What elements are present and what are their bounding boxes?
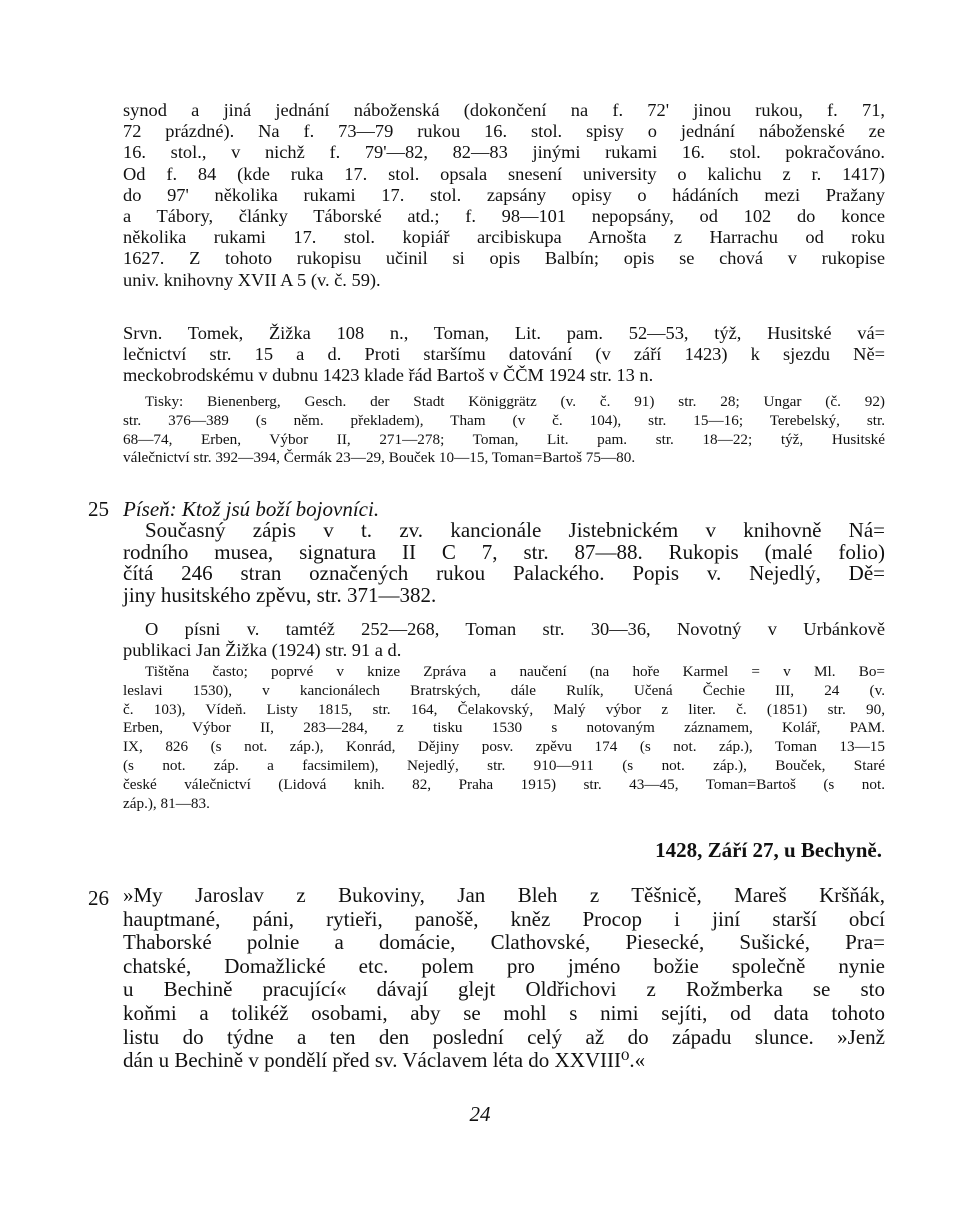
text-line: Současný zápis v t. zv. kancionále Jistebnickém v knihovně Ná= bbox=[145, 518, 885, 542]
text-line: synod a jiná jednání náboženská (dokončení na f. 72' jinou rukou, f. 71, bbox=[123, 100, 885, 120]
text-line: č. 103), Vídeň. Listy 1815, str. 164, Čelakovský, Malý výbor z liter. č. (1851) str. 90, bbox=[123, 700, 885, 718]
text-line: 68—74, Erben, Výbor II, 271—278; Toman, Lit. pam. str. 18—22; týž, Husitské bbox=[123, 430, 885, 448]
section-25-prints bbox=[123, 663, 885, 813]
text-line: u Bechině pracující« dávají glejt Oldřichovi z Rožmberka se sto bbox=[123, 977, 885, 1002]
text-line: několika rukami 17. stol. kopiář arcibiskupa Arnošta z Harrachu od roku bbox=[123, 227, 885, 248]
text-line: str. 376—389 (s něm. překladem), Tham (v č. 104), str. 15—16; Terebelský, str. bbox=[123, 411, 885, 429]
text-line: a Tábory, články Táborské atd.; f. 98—101 nepopsány, od 102 do konce bbox=[123, 206, 885, 227]
text-line: O písni v. tamtéž 252—268, Toman str. 30—36, Novotný v Urbánkově bbox=[145, 619, 885, 639]
text-line: jiny husitského zpěvu, str. 371—382. bbox=[123, 582, 437, 607]
section-25-main-text bbox=[123, 520, 885, 606]
text-line: lečnictví str. 15 a d. Proti staršímu datování (v září 1423) k sjezdu Ně= bbox=[123, 344, 885, 365]
text-line: Thaborské polnie a domácie, Clathovské, Piesecké, Sušické, Pra= bbox=[123, 930, 885, 955]
text-line: 72 prázdné). Na f. 73—79 rukou 16. stol. spisy o jednání náboženské ze bbox=[123, 121, 885, 142]
text-line: leslavi 1530), v kancionálech Bratrských, dále Rulík, Učená Čechie III, 24 (v. bbox=[123, 681, 885, 699]
dateline-heading: 1428, Září 27, u Bechyně. bbox=[655, 838, 882, 862]
text-line: (s not. záp. a facsimilem), Nejedlý, str. 910—911 (s not. záp.), Bouček, Staré bbox=[123, 756, 885, 774]
section-number: 25 bbox=[88, 497, 109, 521]
text-line: »My Jaroslav z Bukoviny, Jan Bleh z Těšnicě, Mareš Kršňák, bbox=[123, 883, 885, 907]
section-number: 26 bbox=[88, 886, 109, 910]
section-prev-references bbox=[123, 323, 885, 387]
text-line: válečnictví str. 392—394, Čermák 23—29, Bouček 10—15, Toman=Bartoš 75—80. bbox=[123, 449, 636, 467]
text-line: čítá 246 stran označených rukou Palackého. Popis v. Nejedlý, Dě= bbox=[123, 561, 885, 586]
text-line: 1627. Z tohoto rukopisu učinil si opis Balbín; opis se chová v rukopise bbox=[123, 248, 885, 269]
text-line: dán u Bechině v pondělí před sv. Václavem léta do XXVIII⁰.« bbox=[123, 1048, 646, 1073]
section-prev-prints bbox=[123, 393, 885, 468]
text-line: Tisky: Bienenberg, Gesch. der Stadt Königgrätz (v. č. 91) str. 28; Ungar (č. 92) bbox=[145, 393, 885, 410]
text-line: 16. stol., v nichž f. 79'—82, 82—83 jinými rukami 16. stol. pokračováno. bbox=[123, 142, 885, 163]
page-number: 24 bbox=[469, 1102, 491, 1126]
section-title: Píseň: Ktož jsú boží bojovníci. bbox=[123, 497, 380, 521]
text-line: univ. knihovny XVII A 5 (v. č. 59). bbox=[123, 269, 381, 290]
text-line: Tištěna často; poprvé v knize Zpráva a naučení (na hoře Karmel = v Ml. Bo= bbox=[145, 663, 885, 680]
text-line: meckobrodskému v dubnu 1423 klade řád Bartoš v ČČM 1924 str. 13 n. bbox=[123, 365, 654, 386]
text-line: Srvn. Tomek, Žižka 108 n., Toman, Lit. pam. 52—53, týž, Husitské vá= bbox=[123, 323, 885, 343]
text-line: hauptmané, páni, rytieři, panošě, kněz Procop i jiní starší obcí bbox=[123, 906, 885, 931]
text-line: publikaci Jan Žižka (1924) str. 91 a d. bbox=[123, 640, 402, 661]
text-line: záp.), 81—83. bbox=[123, 794, 210, 812]
text-line: Erben, Výbor II, 283—284, z tisku 1530 s notovaným záznamem, Kolář, PAM. bbox=[123, 719, 885, 737]
text-line: české válečnictví (Lidová knih. 82, Praha 1915) str. 43—45, Toman=Bartoš (s not. bbox=[123, 775, 885, 793]
text-line: rodního musea, signatura II C 7, str. 87—88. Rukopis (malé folio) bbox=[123, 539, 885, 564]
text-line: chatské, Domažlické etc. polem pro jméno božie společně nynie bbox=[123, 953, 885, 978]
text-line: IX, 826 (s not. záp.), Konrád, Dějiny posv. zpěvu 174 (s not. záp.), Toman 13—15 bbox=[123, 738, 885, 756]
text-line: listu do týdne a ten den poslední celý až do západu slunce. »Jenž bbox=[123, 1024, 885, 1049]
section-prev-main-text bbox=[123, 100, 885, 291]
text-line: Od f. 84 (kde ruka 17. stol. opsala snesení university o kalichu z r. 1417) bbox=[123, 163, 885, 184]
section-25-references bbox=[123, 619, 885, 661]
section-26-text bbox=[123, 884, 885, 1073]
text-line: do 97' několika rukami 17. stol. zapsány opisy o hádáních mezi Pražany bbox=[123, 184, 885, 205]
text-line: koňmi a tolikéž osobami, aby se mohl s nimi sejíti, od data tohoto bbox=[123, 1000, 885, 1025]
